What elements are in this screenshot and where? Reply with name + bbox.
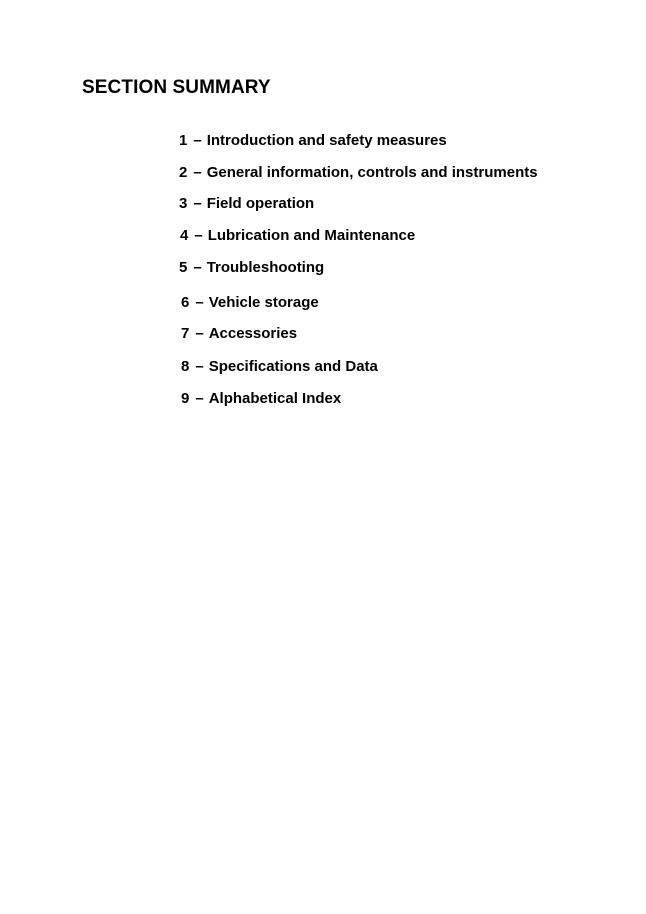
- section-label: General information, controls and instruments: [206, 164, 538, 181]
- section-dash: –: [193, 195, 202, 212]
- section-item-1: [179, 132, 447, 150]
- section-dash: –: [194, 227, 203, 244]
- section-dash: –: [193, 164, 202, 181]
- page-title: SECTION SUMMARY: [82, 77, 271, 98]
- section-item-7: [181, 325, 297, 343]
- section-number: 7: [181, 325, 190, 342]
- section-item-9: [181, 390, 341, 408]
- section-item-4: [180, 227, 415, 245]
- section-label: Field operation: [206, 195, 315, 212]
- section-number: 9: [181, 390, 190, 407]
- section-label: Lubrication and Maintenance: [207, 227, 416, 244]
- section-dash: –: [195, 358, 204, 375]
- section-item-8: [181, 358, 378, 376]
- section-number: 5: [179, 259, 188, 276]
- section-number: 4: [180, 227, 189, 244]
- section-number: 2: [179, 164, 188, 181]
- section-label: Specifications and Data: [208, 358, 378, 375]
- section-dash: –: [193, 132, 202, 149]
- section-dash: –: [195, 325, 204, 342]
- section-item-5: [179, 259, 324, 277]
- section-label: Accessories: [208, 325, 298, 342]
- section-label: Alphabetical Index: [208, 390, 342, 407]
- section-number: 3: [179, 195, 188, 212]
- section-dash: –: [195, 294, 204, 311]
- section-item-6: [181, 294, 319, 312]
- section-item-3: [179, 195, 314, 213]
- section-number: 8: [181, 358, 190, 375]
- section-number: 1: [179, 132, 188, 149]
- section-label: Introduction and safety measures: [206, 132, 447, 149]
- section-number: 6: [181, 294, 190, 311]
- section-label: Troubleshooting: [206, 259, 325, 276]
- section-label: Vehicle storage: [208, 294, 319, 311]
- section-item-2: [179, 164, 538, 182]
- section-dash: –: [195, 390, 204, 407]
- section-dash: –: [193, 259, 202, 276]
